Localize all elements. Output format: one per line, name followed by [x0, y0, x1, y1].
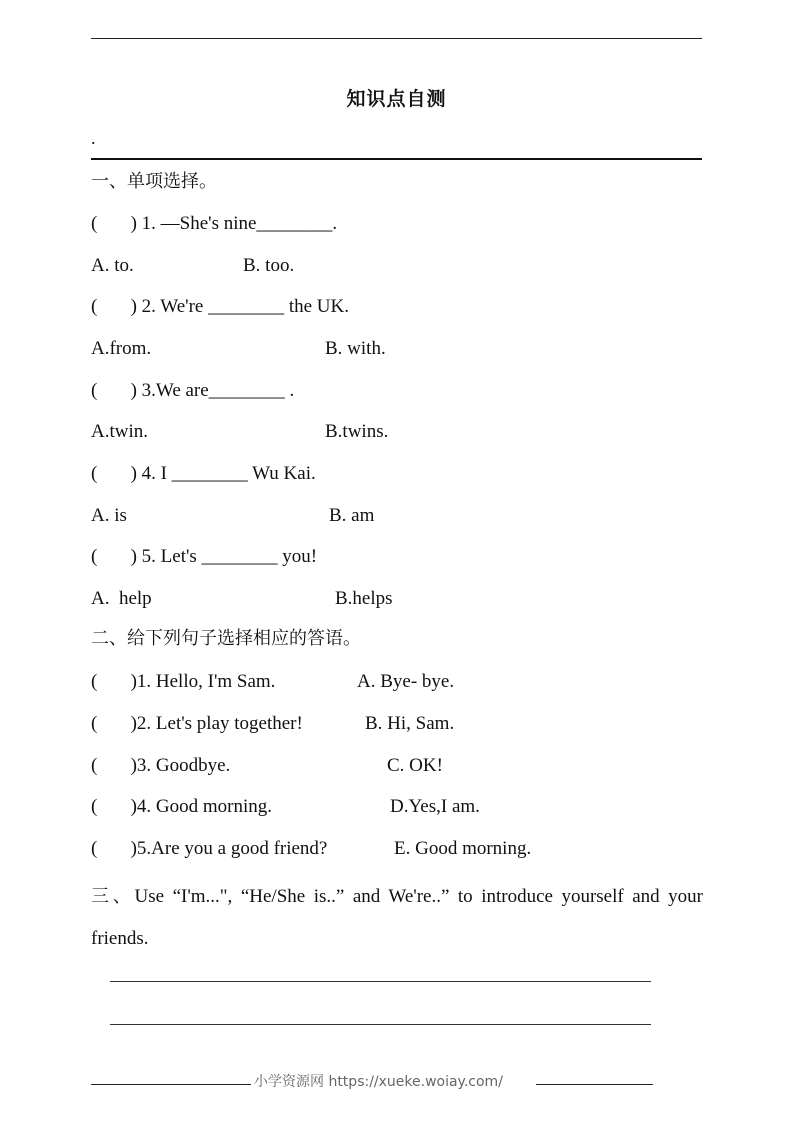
question-5-option-b: B.helps: [335, 588, 393, 609]
dot-mark: .: [91, 128, 96, 148]
question-4-stem: ( ) 4. I ________ Wu Kai.: [91, 463, 316, 484]
match-row-2-question: ( )2. Let's play together!: [91, 713, 303, 734]
match-row-1-answer: A. Bye- bye.: [357, 671, 455, 692]
question-1-stem: ( ) 1. —She's nine________.: [91, 213, 338, 234]
question-4-option-b: B. am: [329, 505, 375, 526]
footer-rule-right: [536, 1084, 653, 1085]
header-rule: [91, 158, 702, 160]
question-3-stem: ( ) 3.We are________ .: [91, 380, 295, 401]
question-4-option-a: A. is: [91, 505, 127, 526]
section1-heading: 一、单项选择。: [91, 171, 217, 192]
question-2-option-b: B. with.: [325, 338, 386, 359]
section2-heading: 二、给下列句子选择相应的答语。: [91, 628, 361, 649]
answer-line-1[interactable]: [110, 981, 651, 982]
question-3-option-b: B.twins.: [325, 421, 389, 442]
question-2-stem: ( ) 2. We're ________ the UK.: [91, 296, 349, 317]
answer-line-2[interactable]: [110, 1024, 651, 1025]
section3-instruction: [91, 876, 703, 960]
question-1-option-b: B. too.: [243, 255, 295, 276]
match-row-1-question: ( )1. Hello, I'm Sam.: [91, 671, 276, 692]
question-3-option-a: A.twin.: [91, 421, 148, 442]
question-2-option-a: A.from.: [91, 338, 152, 359]
question-5-option-a: A. help: [91, 588, 152, 609]
match-row-4-question: ( )4. Good morning.: [91, 796, 273, 817]
footer-rule-left: [91, 1084, 251, 1085]
match-row-3-answer: C. OK!: [387, 755, 443, 776]
match-row-4-answer: D.Yes,I am.: [390, 796, 480, 817]
section3-text: Use “I'm...", “He/She is..” and We're..” to introduce yourself and your friends.: [91, 886, 704, 949]
top-rule: [91, 38, 702, 39]
section3-prefix: 三、: [91, 886, 135, 907]
match-row-2-answer: B. Hi, Sam.: [365, 713, 455, 734]
match-row-3-question: ( )3. Goodbye.: [91, 755, 231, 776]
question-1-option-a: A. to.: [91, 255, 134, 276]
match-row-5-answer: E. Good morning.: [394, 838, 532, 859]
page-title: 知识点自测: [346, 88, 447, 110]
question-5-stem: ( ) 5. Let's ________ you!: [91, 546, 318, 567]
footer-watermark: 小学资源网 https://xueke.woiay.com/: [254, 1074, 503, 1090]
match-row-5-question: ( )5.Are you a good friend?: [91, 838, 328, 859]
